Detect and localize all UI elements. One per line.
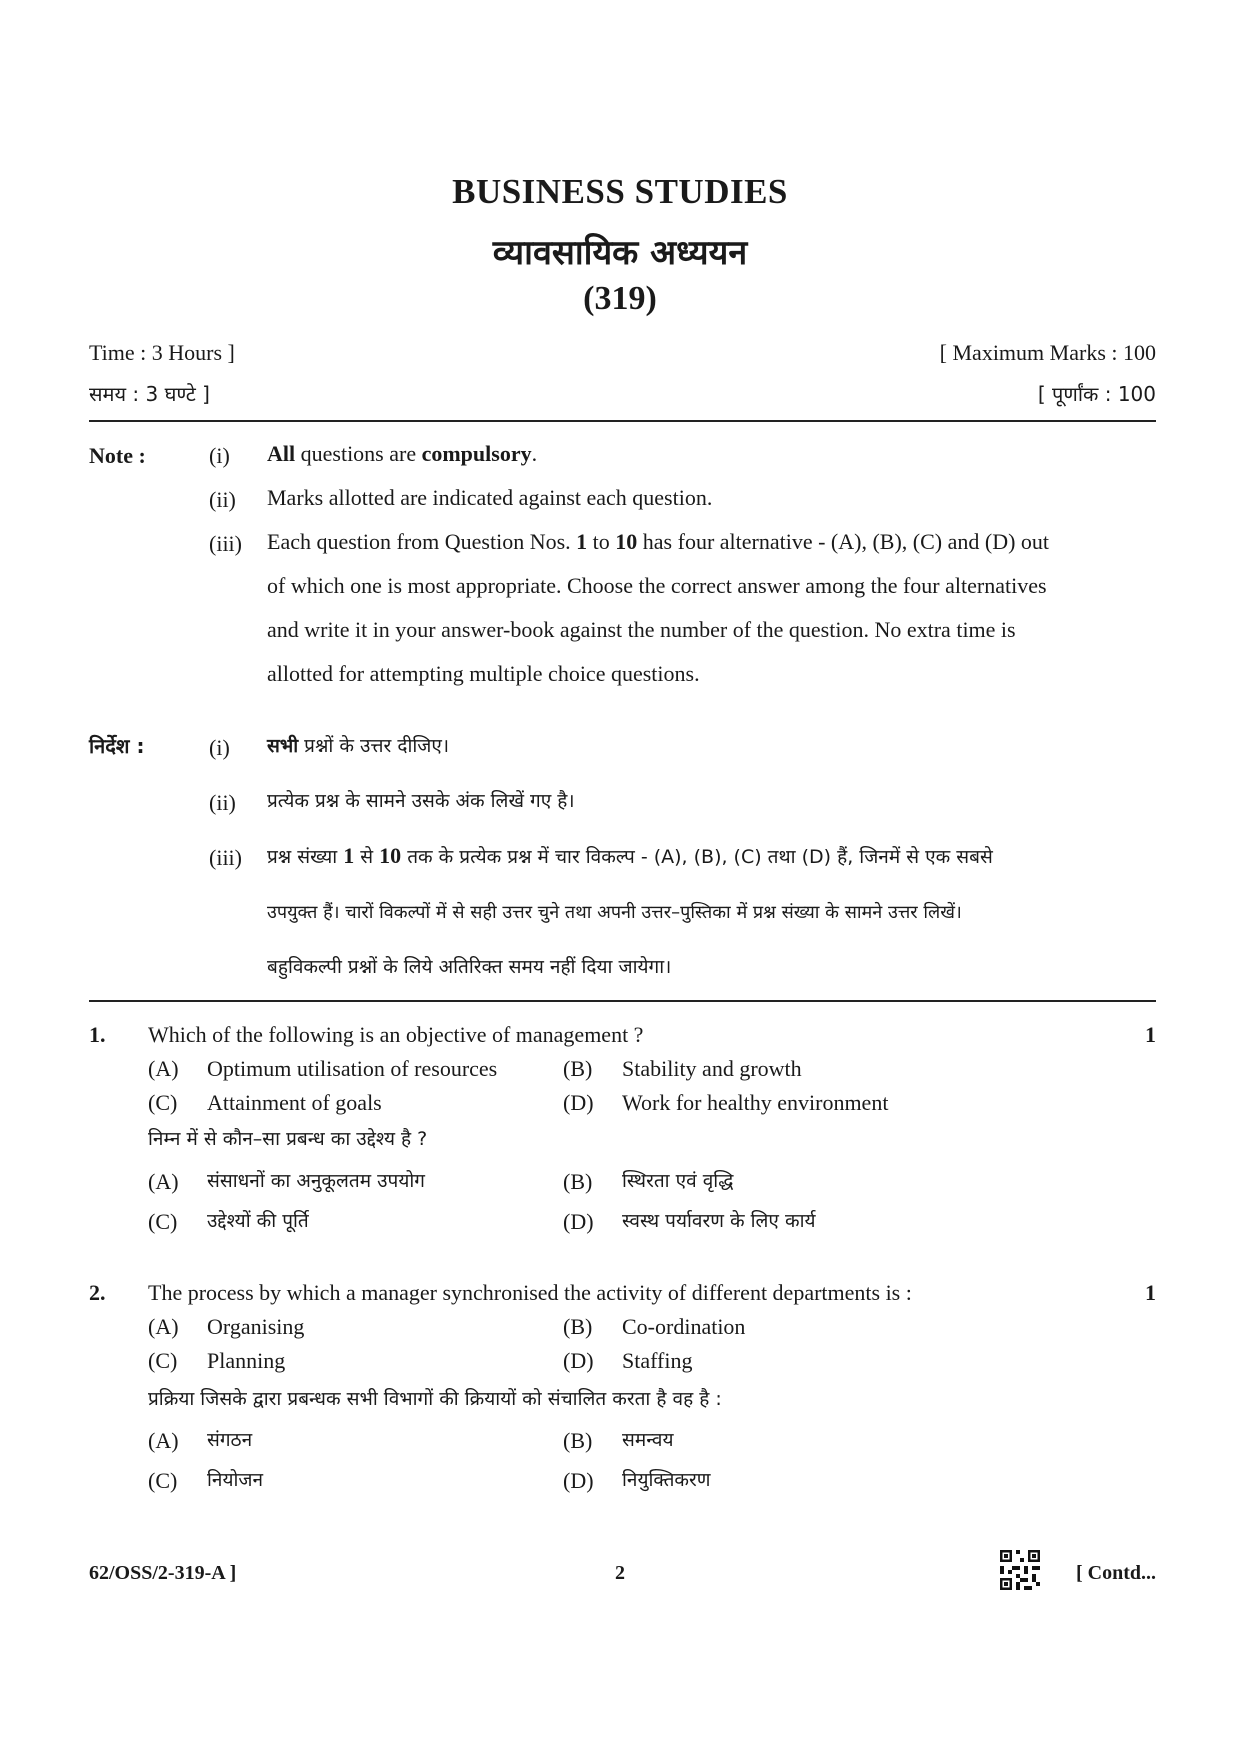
qr-code-icon xyxy=(1000,1550,1040,1590)
note-item-3-hindi: प्रश्न संख्या 1 से 10 तक के प्रत्येक प्रश्न में चार विकल्प - (A), (B), (C) तथा (D) हैं, जिनमें से एक सबसे उपयुक्त हैं। चारों विकल्पों में से सही उत्तर चुने तथा अपनी उत्तर–पुस्तिका में प्रश्न संख्या के सामने उत्तर लिखें। बहुविकल्पी प्रश्नों के लिये अतिरिक्त समय नहीं दिया जायेगा। xyxy=(267,843,993,978)
option-key: (C) xyxy=(148,1348,178,1373)
page-title-hindi: व्यावसायिक अध्ययन xyxy=(492,233,748,273)
note-item-number: (i) xyxy=(209,443,230,468)
question-text-hindi: निम्न में से कौन–सा प्रबन्ध का उद्देश्य है ? xyxy=(148,1128,428,1150)
note-item-number: (iii) xyxy=(209,845,242,870)
option-text-hindi: नियुक्तिकरण xyxy=(622,1469,711,1491)
subject-code: (319) xyxy=(583,280,657,317)
question-text-hindi: प्रक्रिया जिसके द्वारा प्रबन्धक सभी विभागों की क्रियायों को संचालित करता है वह है : xyxy=(148,1388,722,1410)
option-text: Attainment of goals xyxy=(207,1090,382,1115)
option-key: (D) xyxy=(563,1468,594,1493)
note-item-2: Marks allotted are indicated against each question. xyxy=(267,485,713,510)
note-label: Note : xyxy=(89,443,146,468)
option-key: (B) xyxy=(563,1428,593,1453)
option-text-hindi: नियोजन xyxy=(207,1469,264,1491)
note-item-1: All questions are compulsory. xyxy=(267,441,538,466)
option-text: Optimum utilisation of resources xyxy=(207,1056,498,1081)
note-item-number: (ii) xyxy=(209,487,236,512)
continued-label: [ Contd... xyxy=(1075,1562,1156,1584)
option-text: Work for healthy environment xyxy=(622,1090,889,1115)
note-label-hindi: निर्देश : xyxy=(89,734,145,758)
option-text: Stability and growth xyxy=(622,1056,802,1081)
option-key: (A) xyxy=(148,1314,179,1339)
question-marks: 1 xyxy=(1145,1280,1156,1305)
option-key: (D) xyxy=(563,1209,594,1234)
option-text: Staffing xyxy=(622,1348,693,1373)
question-marks: 1 xyxy=(1145,1022,1156,1047)
option-text-hindi: संगठन xyxy=(207,1429,253,1451)
question-text: Which of the following is an objective of management ? xyxy=(148,1022,644,1047)
divider xyxy=(89,1000,1156,1002)
option-key: (C) xyxy=(148,1468,178,1493)
option-key: (B) xyxy=(563,1314,593,1339)
divider xyxy=(89,420,1156,422)
note-item-number: (iii) xyxy=(209,531,242,556)
paper-code: 62/OSS/2-319-A ] xyxy=(89,1562,237,1584)
max-marks-label: [ Maximum Marks : 100 xyxy=(939,340,1156,365)
option-text: Organising xyxy=(207,1314,305,1339)
question-number: 2. xyxy=(89,1280,106,1305)
option-text-hindi: उद्देश्यों की पूर्ति xyxy=(207,1210,309,1232)
option-text-hindi: स्थिरता एवं वृद्धि xyxy=(622,1170,734,1192)
option-text-hindi: संसाधनों का अनुकूलतम उपयोग xyxy=(207,1170,425,1192)
time-label: Time : 3 Hours ] xyxy=(89,340,235,365)
option-text-hindi: समन्वय xyxy=(622,1429,674,1451)
option-key: (D) xyxy=(563,1090,594,1115)
option-key: (C) xyxy=(148,1209,178,1234)
option-key: (A) xyxy=(148,1169,179,1194)
option-key: (D) xyxy=(563,1348,594,1373)
option-key: (B) xyxy=(563,1169,593,1194)
question-text: The process by which a manager synchronised the activity of different departments is : xyxy=(148,1280,912,1305)
note-item-number: (i) xyxy=(209,735,230,760)
option-text: Planning xyxy=(207,1348,286,1373)
time-label-hindi: समय : 3 घण्टे ] xyxy=(89,382,210,406)
note-item-number: (ii) xyxy=(209,790,236,815)
note-item-3: Each question from Question Nos. 1 to 10 has four alternative - (A), (B), (C) and (D) out of which one is most appropriate. Choose the correct answer among the four alternatives and write it in your answer-book against the number of the question. No extra time is allotted for attempting multiple choice questions. xyxy=(267,529,1050,686)
page-title: BUSINESS STUDIES xyxy=(452,172,788,211)
option-key: (B) xyxy=(563,1056,593,1081)
option-text-hindi: स्वस्थ पर्यावरण के लिए कार्य xyxy=(622,1210,816,1232)
max-marks-label-hindi: [ पूर्णांक : 100 xyxy=(1037,382,1156,406)
note-item-1-hindi: सभी प्रश्नों के उत्तर दीजिए। xyxy=(267,735,450,757)
option-key: (A) xyxy=(148,1056,179,1081)
page-number: 2 xyxy=(615,1562,625,1584)
question-number: 1. xyxy=(89,1022,106,1047)
note-item-2-hindi: प्रत्येक प्रश्न के सामने उसके अंक लिखें गए है। xyxy=(267,790,575,812)
option-text: Co-ordination xyxy=(622,1314,746,1339)
option-key: (C) xyxy=(148,1090,178,1115)
option-key: (A) xyxy=(148,1428,179,1453)
